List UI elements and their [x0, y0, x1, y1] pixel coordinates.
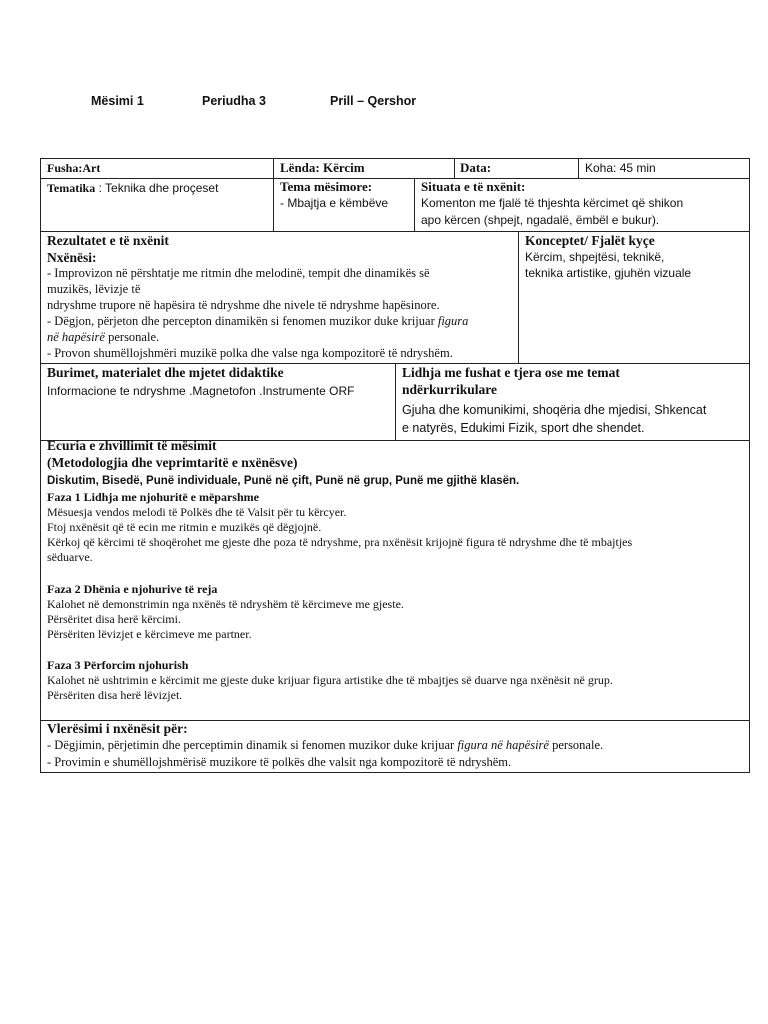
phase-3-line: Përsëriten disa herë lëvizjet.	[47, 688, 183, 702]
phase-1-line: sëduarve.	[47, 550, 93, 564]
key-concepts-line: Kërcim, shpejtësi, teknikë,	[525, 250, 665, 264]
resources-title: Burimet, materialet dhe mjetet didaktike	[47, 365, 284, 380]
phase-1-line: Kërkoj që kërcimi të shoqërohet me gjeste dhe poza të ndryshme, pra nxënësit krijojnë figura të ndryshme dhe të mbajtjes	[47, 535, 633, 549]
subject-label: Lënda: Kërcim	[280, 160, 365, 175]
outcome-line: - Provon shumëllojshmëri muzikë polka dhe valse nga kompozitorë të ndryshëm.	[47, 346, 453, 360]
field-label: Fusha:Art	[47, 161, 101, 175]
outcome-line: muzikës, lëvizje të	[47, 282, 141, 296]
lesson-theme-value: - Mbajtja e këmbëve	[280, 196, 389, 210]
cross-curricular-line: Gjuha dhe komunikimi, shoqëria dhe mjedisi, Shkencat	[402, 403, 707, 417]
phase-2-line: Përsëriten lëvizjet e kërcimeve me partner.	[47, 627, 252, 641]
key-concepts-title: Konceptet/ Fjalët kyçe	[525, 233, 655, 248]
phase-3-title: Faza 3 Përforcim njohurish	[47, 658, 189, 672]
assessment-line: - Dëgjimin, përjetimin dhe perceptimin dinamik si fenomen muzikor duke krijuar figura në hapësirë personale.	[47, 738, 604, 752]
outcome-line: ndryshme trupore në hapësira të ndryshme dhe nivele të ndryshme hapësinore.	[47, 298, 440, 312]
lesson-flow-title: Ecuria e zhvillimit të mësimit	[47, 438, 217, 453]
resources-text: Informacione te ndryshme .Magnetofon .Instrumente ORF	[47, 384, 355, 398]
assessment-title: Vlerësimi i nxënësit për:	[47, 721, 188, 736]
phase-1-title: Faza 1 Lidhja me njohuritë e mëparshme	[47, 490, 259, 504]
phase-2-title: Faza 2 Dhënia e njohurive të reja	[47, 582, 218, 596]
topic-label: Tematika	[47, 181, 96, 195]
outcome-line: - Dëgjon, përjeton dhe percepton dinamikën si fenomen muzikor duke krijuar figura	[47, 314, 469, 328]
lesson-number: Mësimi 1	[91, 94, 144, 108]
period: Periudha 3	[202, 94, 266, 108]
phase-2-line: Përsëritet disa herë kërcimi.	[47, 612, 181, 626]
phase-1-line: Mësuesja vendos melodi të Polkës dhe të Valsit për tu kërcyer.	[47, 505, 347, 519]
lesson-flow-subtitle: (Metodologjia dhe veprimtaritë e nxënësve)	[47, 455, 298, 470]
assessment-line: - Provimin e shumëllojshmërisë muzikore të polkës dhe valsit nga kompozitorë të ndryshëm.	[47, 755, 512, 769]
lesson-plan-table	[40, 158, 750, 773]
learning-situation-line: Komenton me fjalë të thjeshta kërcimet që shikon	[421, 196, 684, 210]
phase-2-line: Kalohet në demonstrimin nga nxënës të ndryshëm të kërcimeve me gjeste.	[47, 597, 404, 611]
learning-situation-line: apo kërcen (shpejt, ngadalë, ëmbël e bukur).	[421, 213, 660, 227]
methods-line: Diskutim, Bisedë, Punë individuale, Punë në çift, Punë në grup, Punë me gjithë klasën.	[47, 475, 520, 487]
cross-curricular-title: ndërkurrikulare	[402, 382, 498, 397]
months: Prill – Qershor	[330, 94, 417, 108]
phase-1-line: Ftoj nxënësit që të ecin me ritmin e muzikës që dëgjojnë.	[47, 520, 322, 534]
phase-3-line: Kalohet në ushtrimin e kërcimit me gjeste duke krijuar figura artistike dhe të mbajtjes së duarve nga nxënësit në grup.	[47, 673, 613, 687]
outcome-line: në hapësirë personale.	[47, 330, 160, 344]
cross-curricular-line: e natyrës, Edukimi Fizik, sport dhe shendet.	[402, 421, 645, 435]
lesson-theme-label: Tema mësimore:	[280, 179, 373, 194]
learning-outcomes-title: Rezultatet e të nxënit	[47, 233, 169, 248]
topic	[47, 182, 218, 195]
duration-label: Koha: 45 min	[585, 161, 656, 175]
learning-outcomes-subtitle: Nxënësi:	[47, 250, 97, 265]
key-concepts-line: teknika artistike, gjuhën vizuale	[525, 266, 692, 280]
outcome-line: - Improvizon në përshtatje me ritmin dhe melodinë, tempit dhe dinamikës së	[47, 266, 430, 280]
topic-value: : Teknika dhe proçeset	[95, 181, 219, 195]
cross-curricular-title: Lidhja me fushat e tjera ose me temat	[402, 365, 620, 380]
date-label: Data:	[460, 160, 492, 175]
learning-situation-label: Situata e të nxënit:	[421, 179, 526, 194]
